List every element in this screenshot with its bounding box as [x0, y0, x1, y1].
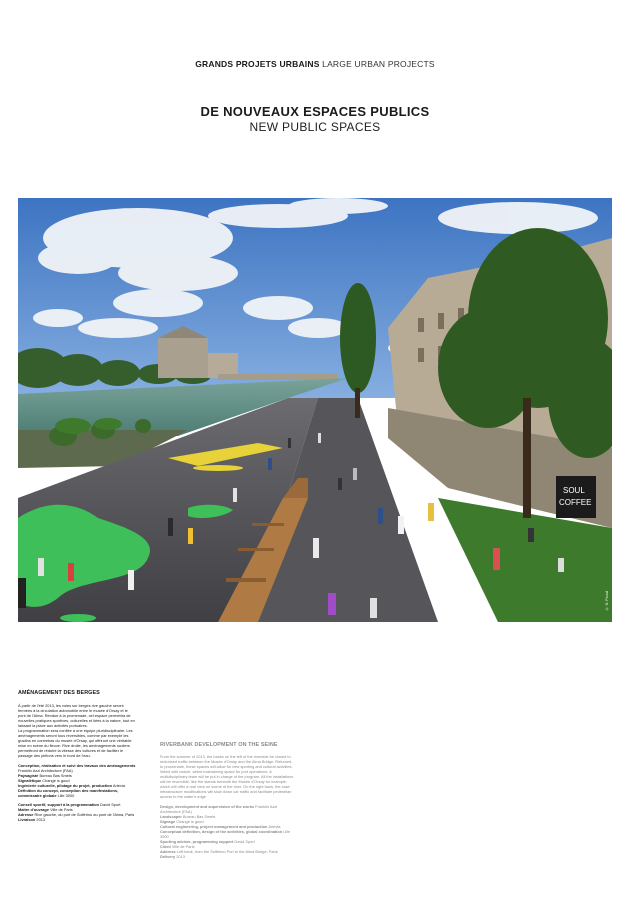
- page-subtitle: NEW PUBLIC SPACES: [249, 120, 381, 134]
- french-body: [18, 703, 136, 758]
- photo-credit: © G. Picout: [605, 590, 609, 610]
- poplar-tree: [340, 283, 376, 393]
- sign-text-soul: SOUL: [563, 486, 585, 495]
- credit-row: Client Ville de Paris: [160, 844, 195, 849]
- credit-row: Sporting adviser, programming support David Sport: [160, 839, 255, 844]
- english-credits: [160, 804, 295, 859]
- coffee-sign: [556, 476, 596, 518]
- credit-row: Ingénierie culturelle, pilotage du projet, production Artevia: [18, 783, 126, 788]
- credit-row: Conseil sportif, support à la programmation David Sport: [18, 802, 121, 807]
- riverbank-photo: [18, 198, 612, 622]
- english-text-column: [160, 742, 295, 859]
- french-paragraph: À partir de l'été 2013, les voies sur berges rive gauche seront fermées à la circulation automobile entre le musée d'Orsay et le pont de l'Alma. Rendue à la promenade, cet espace permettra de nouvelles pratiques sportives, culturelles et liées à la nature, tout en laissant la place aux activités portuaires.: [18, 703, 135, 728]
- sign-text-coffee: COFFEE: [559, 498, 592, 507]
- credit-row: Maître d'ouvrage Ville de Paris: [18, 807, 73, 812]
- french-paragraph: La programmation sera confiée à une équipe pluridisciplinaire. Les aménagements seront tous réversibles, comme par exemple les gradins en contrebas du musée d'Orsay, qui offriront une véritable mise en scène du fleuve. Rive droite, les aménagements routiers permettront de réduire la vitesse des voitures et de faciliter le passage des piétons vers le bord de l'eau.: [18, 728, 133, 758]
- french-credits: [18, 763, 136, 822]
- credit-row: Signalétique Change is good: [18, 778, 70, 783]
- french-text-column: [18, 690, 136, 822]
- credit-row: Signage Change is good: [160, 819, 204, 824]
- credit-row: Conception, réalisation et suivi des travaux des aménagements Franklin Azzi Architecture (FAA): [18, 763, 136, 773]
- section-title-en: LARGE URBAN PROJECTS: [322, 59, 435, 69]
- credit-row: Livraison 2013: [18, 817, 46, 822]
- credit-row: Delivery 2013: [160, 854, 185, 859]
- credit-row: Address Left bank, from the Solférino Port to the Alma Bridge, Paris: [160, 849, 278, 854]
- credit-row: Paysagiste Bureau Bas Smets: [18, 773, 72, 778]
- credit-row: Conceptual definition, design of the activities, global coordination Lille 3000: [160, 829, 291, 839]
- credit-row: Cultural engineering, project management and production Artevia: [160, 824, 281, 829]
- page-title: DE NOUVEAUX ESPACES PUBLICS: [200, 104, 430, 119]
- section-title-fr: GRANDS PROJETS URBAINS: [195, 59, 320, 69]
- credit-row: Design, development and supervision of the works Franklin Azzi Architecture (FAA): [160, 804, 278, 814]
- credit-row: Définition du concept, conception des manifestations, commissaire globale Lille 3000: [18, 788, 119, 798]
- french-heading: AMÉNAGEMENT DES BERGES: [18, 690, 100, 696]
- english-heading: RIVERBANK DEVELOPMENT ON THE SEINE: [160, 742, 278, 748]
- credit-row: Adresse Rive gauche, du port de Solférino au pont de l'Alma, Paris: [18, 812, 135, 817]
- english-body: From the summer of 2013, the banks on the left of the riverside be closed to motorised traffic between the Musée d'Orsay and the Alma Bridge. Returned to promenade, these spaces will allow for new sporting and cultural activities, linked with nature, whilst maintaining space for port operations. A multidisciplinary team will be put in charge of the program. All the installations will be reversible, like the stands beneath the Musée d'Orsay for example, which will offer a real view on scene of the river. On the right bank, the road infrastructure modifications will slow down car traffic and facilitate pedestrian access to the water's edge.: [160, 754, 294, 799]
- riverbank-scene: [18, 198, 612, 622]
- far-building: [158, 338, 208, 378]
- section-header: [0, 59, 630, 69]
- bridge: [218, 374, 338, 380]
- credit-row: Landscaper Bureau Bas Smets: [160, 814, 216, 819]
